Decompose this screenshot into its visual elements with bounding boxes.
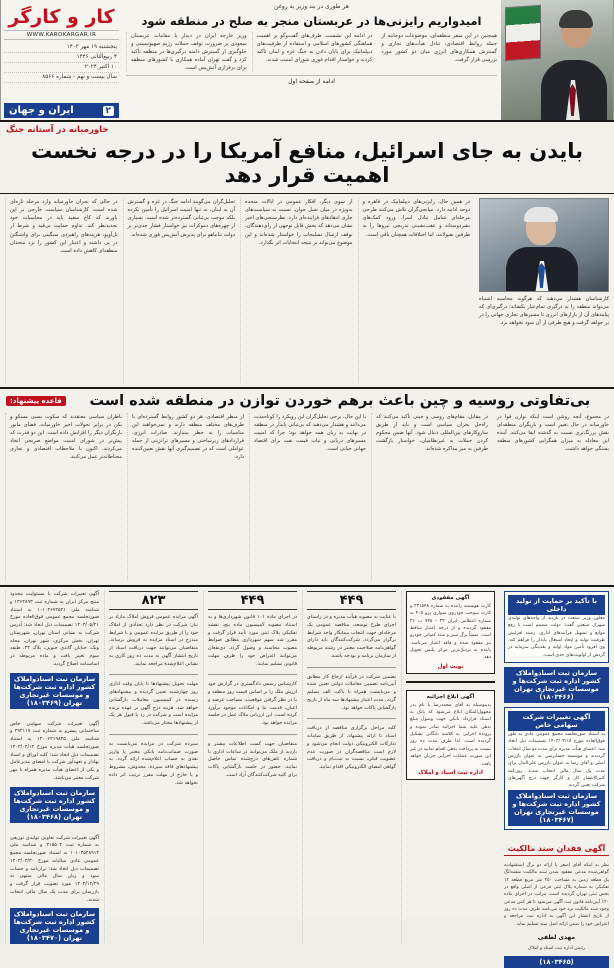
lead-kicker: خاورمیانه در آستانه جنگ: [6, 125, 109, 135]
registry-stamp-2: سازمان ثبت اسنادواملاک کشور اداره ثبت شرکت‌ها و موسسات غیرتجاری تهران (۱۸۰۳۴۶۷): [508, 790, 605, 826]
masthead-columns: [126, 32, 497, 72]
iran-flag: [505, 5, 541, 62]
divider: [208, 734, 297, 735]
notice-1-text: آگهی تغییرات شرکت با مسئولیت محدود منتج مرکز ایران به شماره ثبت ۱۳۶۴۸۹۳ و شناسه ملی ۱۰۱۰۲۶۷۴۵۲۱ به استناد صورتجلسه مجمع عمومی فوق‌العاده مورخ ۱۴۰۳/۰۵/۲۱ تصمیمات ذیل اتخاذ شد: آدرس شرکت به نشانی استان تهران، شهرستان تهران، بخش مرکزی، شهر تهران، محله ونک، خیابان گاندی جنوبی، پلاک ۲۴، طبقه سوم تغییر یافت و ماده مربوطه در اساسنامه اصلاح گردید.: [10, 591, 99, 667]
masthead-brand: [0, 0, 122, 120]
masthead-headline: امیدواریم رایزنی‌ها در عربستان منجر به صلح در منطقه شود: [141, 14, 482, 28]
newspaper-logo: کار و کارگر: [8, 6, 115, 28]
divider: [109, 734, 198, 735]
col-3-para-2: کارشناس رسمی دادگستری در گزارش خود ارزش ملک را بر اساس قیمت روز منطقه و با در نظر گرفتن موقعیت، مساحت عرصه و اعیان، قدمت بنا و امکانات موجود برآورد کرده است. این ارزیابی ملاک عمل در جلسه مزایده خواهد بود.: [208, 681, 297, 726]
deed-loss-code: (۱۸۰۳۴۶۵): [504, 956, 609, 968]
deed-loss-body: نظر به اینکه آقای اصغر با ارائه دو برگ استشهادیه گواهی‌شده مدعی مفقود شدن سند مالکیت ششدانگ یک قطعه زمین به مساحت ۲۵۰ متر مربع قطعه ۱۲ تفکیکی به شماره پلاک ثبتی فرعی از اصلی واقع در بخش ثبتی تهران گردیده است، مراتب در اجرای ماده ۱۲۰ آیین‌نامه قانون ثبت آگهی می‌شود تا هر کس مدعی وجود سند مالکیت نزد خود می‌باشد ظرف مدت ده روز از تاریخ انتشار این آگهی به اداره ثبت مراجعه و اعتراض خود را ضمن ارائه اصل سند تسلیم نماید.: [504, 862, 610, 927]
ad-enforcement-foot: اداره ثبت اسناد و املاک: [418, 769, 483, 776]
box-company-head: آگهی تغییرات شرکت سهامی خاص: [508, 711, 605, 731]
masthead-photo: [501, 0, 614, 120]
registry-stamp-1: سازمان ثبت اسنادواملاک کشور اداره ثبت شرکت‌ها و موسسات غیرتجاری تهران (۱۸۰۳۴۶۶): [504, 667, 609, 703]
divider: [208, 674, 297, 675]
classifieds-grid: [0, 587, 614, 967]
lead-col-5: [475, 198, 609, 383]
classifieds-col-6: [500, 591, 610, 967]
second-story-body: [0, 409, 614, 587]
notice-1-stamp: سازمان ثبت اسنادواملاک کشور اداره ثبت شرکت‌ها و موسسات غیرتجاری تهران (۱۸۰۳۴۶۹): [10, 673, 99, 709]
issue-date-hijri: ۴ ربیع‌الثانی ۱۴۴۶: [4, 53, 119, 63]
divider: [307, 718, 396, 719]
issue-date-jalali: پنجشنبه ۱۹ مهر ۱۴۰۳: [4, 43, 119, 53]
section-badge: [4, 103, 119, 118]
lead-col-4-text: در همین حال، رایزنی‌های دیپلماتیک در قاهره و دوحه ادامه دارد. میانجی‌گران تلاش می‌کنند طرحی مرحله‌ای شامل تبادل اسرا، ورود کمک‌های بشردوستانه و عقب‌نشینی تدریجی نیروها را به طرفین بقبولانند، اما اختلافات همچنان باقی است.: [362, 199, 470, 238]
col-4-para-3: کلیه مراحل برگزاری مناقصه از دریافت اسناد تا ارائه پیشنهاد، از طریق سامانه تدارکات الکترونیکی دولت انجام می‌شود و لازم است مناقصه‌گران در صورت عدم عضویت قبلی، نسبت به ثبت‌نام و دریافت گواهی امضای الکترونیکی اقدام نمایند.: [307, 725, 396, 770]
ad-missing-body: کارت هوشمند راننده به شماره ۲۳۱۵۴۸ و کارت سوخت خودروی سواری پژو ۴۰۵ به شماره انتظامی ایران ۳۳ - ۷۴۵ ب ۲۶ مفقود گردیده و از درجه اعتبار ساقط است. ضمناً برگ سبز و سند کمپانی خودرو نیز مفقود شده و فاقد اعتبار می‌باشد. یابنده به نزدیک‌ترین مرکز پلیس تحویل دهد.: [410, 604, 492, 661]
deed-loss-signer-title: رئیس اداره ثبت اسناد و املاک: [527, 945, 586, 951]
masthead-metadata: [4, 43, 119, 83]
second-col-3: با این حال، برخی تحلیل‌گران این رویکرد را کوتاه‌مدت می‌دانند و هشدار می‌دهند که بی‌ثباتی پایدار در منطقه در نهایت به زیان همه خواهد بود؛ چرا که امنیت مسیرهای دریایی و ثبات قیمت نفت برای اقتصاد جهانی حیاتی است.: [249, 413, 366, 581]
page-number: ۲: [103, 106, 115, 116]
ad-enforcement-body: بدینوسیله به آقای محمدرضا با نام پدر مجهول‌المکان ابلاغ می‌شود که بانک به استناد قرارداد بانکی جهت وصول مبلغ بدهی علیه شما اجرائیه صادر نموده و پرونده اجرایی به کلاسه بایگانی تشکیل گردیده است. لذا ظرف مدت ده روز نسبت به پرداخت بدهی اقدام نمایید در غیر این صورت عملیات اجرایی جریان خواهد یافت.: [410, 702, 491, 767]
second-col-2: از منظر اقتصادی، هر دو کشور روابط گسترده‌ای با طرف‌های مختلف منطقه دارند و نمی‌خواهند این مناسبات را به خطر بیندازند. صادرات انرژی، قراردادهای زیرساختی و مسیرهای ترانزیتی از جمله عواملی است که در تصمیم‌گیری آنها نقش تعیین‌کننده دارد.: [127, 413, 244, 581]
lead-col-1: [5, 198, 118, 383]
col-4-para-2: تضمین شرکت در فرآیند ارجاع کار مطابق آیین‌نامه تضمین معاملات دولتی تعیین شده و می‌بایست همراه با پاکت الف تسلیم گردد. مدت اعتبار پیشنهادها سه ماه از تاریخ بازگشایی پاکات خواهد بود.: [307, 673, 396, 711]
col-3-para-3: متقاضیان جهت کسب اطلاعات بیشتر و بازدید از ملک می‌توانند در ساعات اداری با شماره تلفن‌های درج‌شده تماس حاصل نمایند. حضور در جلسه بازگشایی پاکات برای کلیه شرکت‌کنندگان آزاد است.: [208, 740, 297, 778]
masthead: [0, 0, 614, 122]
lead-body: [0, 193, 614, 389]
deed-loss-title: آگهی فقدان سند مالکیت: [504, 844, 609, 856]
col-4-para-1: با عنایت به مصوبه هیأت مدیره و در راستای اجرای طرح توسعه، مناقصه عمومی یک مرحله‌ای جهت انتخاب پیمانکار واجد شرایط برگزار می‌گردد. شرکت‌کنندگان باید دارای گواهی‌نامه صلاحیت معتبر در رشته مربوطه از سازمان برنامه و بودجه باشند.: [307, 614, 396, 659]
issue-number: سال بیست و نهم - شماره ۸۵۶۶: [4, 73, 119, 83]
box-company-changes: [504, 707, 609, 830]
classifieds-col-1: [5, 591, 99, 943]
second-col-4: در مقابل، مقام‌های روسی و چینی تأکید می‌کنند که راه‌حل بحران سیاسی است و باید از طریق سازوکارهای بین‌المللی دنبال شود. آنها ضمن محکوم کردن حملات به غیرنظامیان، خواستار بازگشت طرفین به میز مذاکره شده‌اند.: [371, 413, 488, 581]
lead-col-3: [240, 198, 353, 383]
notice-3-text: آگهی تغییرات شرکت تعاونی تولیدی توزیعی به شماره ثبت ۳۱۵۵۰۲ و شناسه ملی ۱۰۱۰۳۵۴۸۹۱۲ به استناد صورتجلسه مجمع عمومی عادی سالیانه مورخ ۱۴۰۳/۰۳/۳۰ تصمیمات ذیل اتخاذ شد: ترازنامه و حساب سود و زیان سال مالی منتهی به ۱۴۰۲/۱۲/۲۹ مورد تصویب قرار گرفت و بازرسان برای مدت یک سال مالی انتخاب شدند.: [10, 834, 99, 903]
col-4-number: ۴۴۹: [307, 591, 396, 610]
notice-2-stamp: سازمان ثبت اسنادواملاک کشور اداره ثبت شرکت‌ها و موسسات غیرتجاری تهران (۱۸۰۳۴۶۸): [10, 787, 99, 823]
col-2-number: ۸۲۳: [109, 591, 198, 610]
second-col-1: ناظران سیاسی معتقدند که سکوت نسبی مسکو و پکن در برابر تحولات اخیر خاورمیانه، فضای مانور بازیگران دیگر را افزایش داده است. این دو قدرت که پیش‌تر در شورای امنیت مواضع صریحی اتخاذ می‌کردند، اکنون با ملاحظات اقتصادی و تجاری محتاطانه‌تر عمل می‌کنند.: [5, 413, 122, 581]
lead-col-4: [358, 198, 471, 383]
col-3-para-1: در اجرای ماده ۱۰۱ قانون شهرداری‌ها و به استناد مصوبه کمیسیون ماده پنج، نقشه تفکیکی پلاک ثبتی مورد تأیید قرار گرفت و مقرر شد سهم شهرداری مطابق ضوابط مصوب محاسبه و وصول گردد. ذی‌نفعان می‌توانند اعتراض خود را ظرف مهلت قانونی تسلیم نمایند.: [208, 614, 297, 667]
section-name: ایران و جهان: [9, 105, 74, 116]
ad-enforcement-title: آگهی ابلاغ اجرائیه: [426, 693, 475, 700]
lead-col-2-text: تحلیل‌گران می‌گویند ادامه جنگ در غزه و گسترش آن به لبنان، نه تنها امنیت اسرائیل را تأمین نکرده بلکه موجب بی‌ثباتی گسترده‌تر شده است. بسیاری از چهره‌های دموکرات نیز خواستار فشار جدی‌تر بر دولت نتانیاهو برای پذیرش آتش‌بس فوری شده‌اند.: [127, 199, 235, 238]
box-domestic-body: معاون وزیر صنعت در بازدید از واحدهای تولیدی شهرک صنعتی گفت: دولت مصمم است با رفع موانع و تسهیل فرآیندهای اداری، زمینه افزایش ظرفیت تولید و ایجاد اشتغال پایدار را فراهم کند. وی افزود تأمین مواد اولیه و نقدینگی سرمایه در گردش از اولویت‌های جدی است.: [508, 616, 606, 658]
official-hair: [559, 10, 593, 28]
box-domestic-head: با تأکید بر حمایت از تولید داخلی: [508, 595, 605, 615]
divider: [109, 674, 198, 675]
masthead-col-1: وزیر خارجه ایران در دیدار با مقامات عربستان سعودی بر ضرورت توقف حملات رژیم صهیونیستی و جلوگیری از گسترش دامنه درگیری‌ها در منطقه تأکید کرد و گفت تهران آماده همکاری با کشورهای منطقه برای برقراری آتش‌بس است.: [126, 32, 247, 72]
classifieds-col-2: [104, 591, 198, 943]
box-domestic-production: [504, 591, 609, 663]
lead-headline: بایدن به جای اسرائیل، منافع آمریکا را در درجه نخست اهمیت قرار دهد: [31, 139, 583, 187]
masthead-kicker: هر طوری در بند وزیر به روغن: [274, 3, 349, 10]
classifieds-col-5: [401, 591, 495, 943]
website-url[interactable]: WWW.KAROKARGAR.IR: [4, 30, 119, 40]
col-3-number: ۴۴۹: [208, 591, 297, 610]
notice-2-text: آگهی تغییرات شرکت سهامی خاص ساختمانی پیشرو به شماره ثبت ۴۹۲۱۱۷ و شناسه ملی ۱۴۰۰۶۲۱۹۸۴۵ به استناد صورتجلسه هیأت مدیره مورخ ۱۴۰۳/۰۴/۱۲ تصمیمات ذیل اتخاذ شد: کلیه اوراق و اسناد بهادار و تعهدآور شرکت با امضای مدیرعامل و یکی از اعضای هیأت مدیره همراه با مهر شرکت معتبر می‌باشد.: [10, 720, 99, 781]
issue-date-gregorian: ۱۰ اکتبر ۲۰۲۴: [4, 63, 119, 73]
biden-hair: [524, 207, 558, 222]
box-company-body: به استناد صورتجلسه مجمع عمومی عادی به طور فوق‌العاده مورخ ۱۴۰۳/۰۲/۱۸ تصمیمات ذیل اتخاذ شد: اعضای هیأت مدیره برای مدت دو سال انتخاب گردیدند و موسسه حسابرسی به عنوان بازرس اصلی و آقای رضا به عنوان بازرس علی‌البدل برای مدت یک سال مالی انتخاب شدند. روزنامه کثیرالانتشار کار و کارگر جهت درج آگهی‌های شرکت تعیین گردید.: [508, 732, 606, 789]
lead-col-1-text: در حالی که بحران خاورمیانه وارد مرحله تازه‌ای شده است، کارشناسان سیاست خارجی بر این باورند که کاخ سفید باید در محاسبات خود تجدیدنظر کند. تداوم حمایت بی‌قید و شرط از تل‌آویو، هزینه‌های راهبردی سنگینی برای واشنگتن در پی داشته و اعتبار این کشور را نزد متحدان منطقه‌ای کاهش داده است.: [10, 199, 118, 254]
ad-enforcement-notice: [406, 690, 495, 780]
second-story-headline: بی‌تفاوتی روسیه و چین باعث برهم خوردن توازن در منطقه شده است: [89, 393, 591, 409]
second-story-header: [0, 389, 614, 409]
masthead-continuation-note: ادامه از صفحه اول: [126, 75, 497, 85]
lead-col-3-text: از سوی دیگر، افکار عمومی در ایالات متحده به‌ویژه در میان نسل جوان، نسبت به سیاست‌های جاری انتقادهای فزاینده‌ای دارد. نظرسنجی‌های اخیر نشان می‌دهد که بخش قابل توجهی از رأی‌دهندگان، توقف ارسال تسلیحات را خواستار شده‌اند و این موضوع می‌تواند بر نتیجه انتخابات اثر بگذارد.: [244, 199, 353, 246]
masthead-lead-story: [122, 0, 501, 120]
second-col-5: در مجموع، آنچه روشن است اینکه توازن قوا در خاورمیانه در حال تغییر است و بازیگران منطقه‌ای نقش پررنگ‌تری نسبت به گذشته ایفا می‌کنند. آینده این معادله به میزان همگرایی کشورهای منطقه بستگی خواهد داشت.: [497, 414, 609, 453]
masthead-col-3: همچنین در این سفر منطقه‌ای، موضوعات دوجانبه از جمله روابط اقتصادی، تبادل هیأت‌های تجاری و گسترش همکاری‌های انرژی میان دو کشور مورد بررسی قرار گرفت.: [381, 33, 498, 64]
classifieds-col-4: [302, 591, 396, 943]
col-2-para-1: آگهی مزایده عمومی فروش املاک مازاد بر نیاز: شرکت در نظر دارد تعدادی از املاک خود را از طریق مزایده عمومی و با شرایط مندرج در اسناد مزایده به فروش برساند. متقاضیان می‌توانند جهت دریافت اسناد از تاریخ انتشار آگهی به مدت ده روز کاری به نشانی اعلام‌شده مراجعه نمایند.: [109, 614, 198, 667]
lead-kicker-bar: [0, 122, 614, 135]
divider: [307, 667, 396, 668]
col-2-para-2: مهلت تحویل پیشنهادها تا پایان وقت اداری روز چهارشنبه تعیین گردیده و پیشنهادهای رسیده در کمیسیون معاملات بازگشایی خواهد شد. هزینه درج آگهی بر عهده برنده مزایده است و شرکت در رد یا قبول هر یک از پیشنهادها مختار می‌باشد.: [109, 681, 198, 726]
masthead-col-2: در ادامه این نشست، طرف‌های گفت‌وگو بر اهمیت هماهنگی کشورهای اسلامی و استفاده از ظرفیت‌های دیپلماتیک برای پایان دادن به جنگ غزه و لبنان تأکید کردند و خواستار اقدام فوری شورای امنیت شدند.: [252, 32, 373, 72]
biden-photo: [479, 198, 609, 292]
ad-missing-foot: نوبت اول: [437, 663, 464, 670]
classifieds-col-3: [203, 591, 297, 943]
lead-col-2: [123, 198, 236, 383]
ad-missing-documents: [406, 591, 495, 674]
notice-3-stamp: سازمان ثبت اسنادواملاک کشور اداره ثبت شرکت‌ها و موسسات غیرتجاری تهران (۱۸۰۳۴۷۰): [10, 908, 99, 944]
lead-col-5-text: کارشناسان هشدار می‌دهند که هرگونه محاسبه اشتباه می‌تواند منطقه را به درگیری تمام‌عیار بکشاند؛ درگیری‌ای که پیامدهای آن از بازارهای انرژی تا مسیرهای تجاری جهانی را در بر خواهد گرفت و هیچ طرفی از آن سود نخواهد برد.: [479, 296, 609, 327]
deed-loss-signer-name: مهدی لطفی: [537, 933, 576, 941]
divider: [406, 681, 495, 683]
ad-missing-title: آگهی مفقودی: [431, 595, 470, 601]
col-2-para-3: سپرده شرکت در مزایده می‌بایست به صورت ضمانت‌نامه بانکی معتبر یا واریز نقدی به حساب اعلام‌شده ارائه گردد. به پیشنهادهای فاقد سپرده، مخدوش، مشروط و یا خارج از مهلت مقرر ترتیب اثر داده نخواهد شد.: [109, 740, 198, 786]
second-story-tag: قاعده پیشنهاد:: [6, 396, 66, 406]
